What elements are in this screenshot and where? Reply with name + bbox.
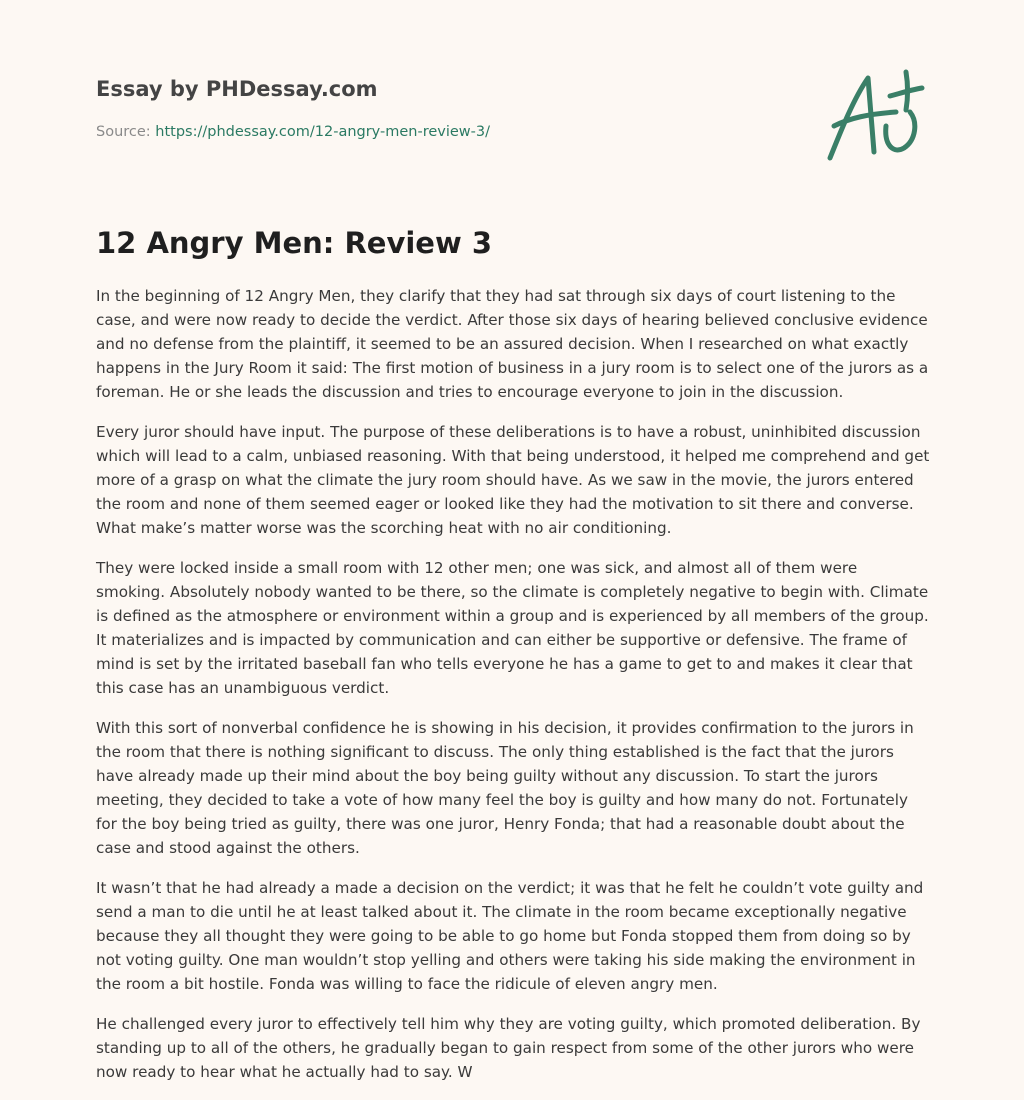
essay-paragraph: Every juror should have input. The purpose of these deliberations is to have a robust, uninhibited discussion which will lead to a calm, unbiased reasoning. With that being understood, it helped me comprehend and get more of a grasp on what the climate the jury room should have. As we saw in the movie, the jurors entered the room and none of them seemed eager or looked like they had the motivation to sit there and converse. What make’s matter worse was the scorching heat with no air conditioning. — [96, 423, 930, 537]
a-plus-logo-icon — [820, 66, 930, 166]
site-title: Essay by PHDessay.com — [96, 77, 378, 101]
source-link[interactable]: https://phdessay.com/12-angry-men-review-3/ — [155, 124, 491, 140]
essay-paragraph: With this sort of nonverbal confidence he is showing in his decision, it provides confirmation to the jurors in the room that there is nothing significant to discuss. The only thing established is the fact that the jurors have already made up their mind about the boy being guilty without any discussion. To start the jurors meeting, they decided to take a vote of how many feel the boy is guilty and how many do not. Fortunately for the boy being tried as guilty, there was one juror, Henry Fonda; that had a reasonable doubt about the case and stood against the others. — [96, 719, 914, 857]
essay-body — [96, 284, 931, 1100]
source-label: Source: — [96, 124, 151, 140]
essay-paragraph: He challenged every juror to effectively tell him why they are voting guilty, which promoted deliberation. By standing up to all of the others, he gradually began to gain respect from some of the other jurors who were now ready to hear what he actually had to say. W — [96, 1015, 921, 1081]
essay-paragraph: In the beginning of 12 Angry Men, they clarify that they had sat through six days of court listening to the case, and were now ready to decide the verdict. After those six days of hearing believed conclusive evidence and no defense from the plaintiff, it seemed to be an assured decision. When I researched on what exactly happens in the Jury Room it said: The first motion of business in a jury room is to select one of the jurors as a foreman. He or she leads the discussion and tries to encourage everyone to join in the discussion. — [96, 287, 929, 401]
source-line — [96, 124, 490, 140]
essay-paragraph: They were locked inside a small room with 12 other men; one was sick, and almost all of them were smoking. Absolutely nobody wanted to be there, so the climate is completely negative to begin with. Climate is defined as the atmosphere or environment within a group and is experienced by all members of the group. It materializes and is impacted by communication and can either be supportive or defensive. The frame of mind is set by the irritated baseball fan who tells everyone he has a game to get to and makes it clear that this case has an unambiguous verdict. — [96, 559, 929, 697]
essay-title: 12 Angry Men: Review 3 — [96, 226, 493, 260]
essay-paragraph: It wasn’t that he had already a made a decision on the verdict; it was that he felt he couldn’t vote guilty and send a man to die until he at least talked about it. The climate in the room became exceptionally negative because they all thought they were going to be able to go home but Fonda stopped them from doing so by not voting guilty. One man wouldn’t stop yelling and others were taking his side making the environment in the room a bit hostile. Fonda was willing to face the ridicule of eleven angry men. — [96, 879, 924, 993]
